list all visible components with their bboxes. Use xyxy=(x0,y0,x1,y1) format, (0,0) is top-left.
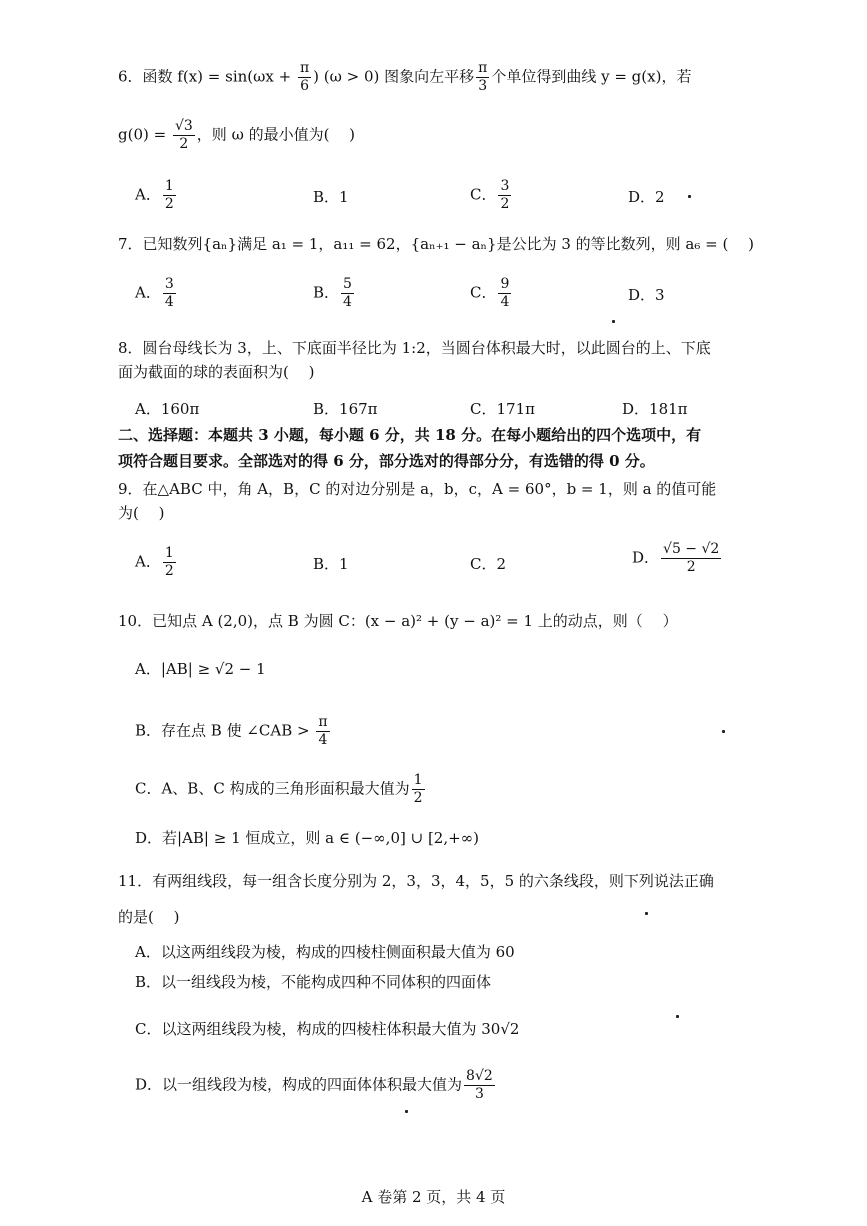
q6-option-a[interactable]: A． $\frac{1}{2}$ xyxy=(135,178,174,212)
scan-speck xyxy=(405,1110,408,1113)
q6-option-d[interactable]: D．2 xyxy=(628,188,665,206)
q7-option-b[interactable]: B． $\frac{5}{4}$ xyxy=(313,276,352,310)
q8-option-d[interactable]: D．181π xyxy=(622,400,688,418)
q8-stem-line1: 8．圆台母线长为 3，上、下底面半径比为 1:2，当圆台体积最大时，以此圆台的上、下底 xyxy=(118,339,711,357)
page-footer: A 卷第 2 页，共 4 页 xyxy=(361,1188,506,1206)
section2-header-line1: 二、选择题：本题共 3 小题，每小题 6 分，共 18 分。在每小题给出的四个选项中，有 xyxy=(118,426,702,444)
scan-speck xyxy=(676,1015,679,1018)
q10-option-c[interactable]: C．A、B、C 构成的三角形面积最大值为 $\frac{1}{2}$ xyxy=(135,772,423,806)
q9-stem-line1: 9．在△ABC 中，角 A，B，C 的对边分别是 a，b，c，A = 60°，b = 1，则 a 的值可能 xyxy=(118,480,717,498)
q8-option-b[interactable]: B．167π xyxy=(313,400,378,418)
scan-speck xyxy=(688,195,691,198)
q8-option-a[interactable]: A．160π xyxy=(135,400,200,418)
q11-stem-line1: 11．有两组线段，每一组含长度分别为 2，3，3，4，5，5 的六条线段，则下列说法正确 xyxy=(118,872,714,890)
q6-frac-pi-3: $\frac{\pi}{3}$ xyxy=(478,60,488,94)
q7-option-a[interactable]: A． $\frac{3}{4}$ xyxy=(135,276,174,310)
q6-option-c[interactable]: C． $\frac{3}{2}$ xyxy=(470,178,510,212)
section2-header-line2: 项符合题目要求。全部选对的得 6 分，部分选对的得部分分，有选错的得 0 分。 xyxy=(118,452,655,470)
q11-option-b[interactable]: B．以一组线段为棱，不能构成四种不同体积的四面体 xyxy=(135,973,492,991)
q10-option-d[interactable]: D．若|AB| ≥ 1 恒成立，则 a ∈ (−∞,0] ∪ [2,+∞) xyxy=(135,829,480,847)
q10-option-b[interactable]: B．存在点 B 使 ∠CAB > $\frac{\pi}{4}$ xyxy=(135,714,328,748)
q8-option-c[interactable]: C．171π xyxy=(470,400,535,418)
q11-option-a[interactable]: A．以这两组线段为棱，构成的四棱柱侧面积最大值为 60 xyxy=(135,943,515,961)
q11-option-c[interactable]: C．以这两组线段为棱，构成的四棱柱体积最大值为 30√2 xyxy=(135,1020,520,1038)
scan-speck xyxy=(722,730,725,733)
q9-option-c[interactable]: C．2 xyxy=(470,555,507,573)
scan-speck xyxy=(612,320,615,323)
q9-option-b[interactable]: B．1 xyxy=(313,555,349,573)
q9-stem-line2: 为( ) xyxy=(118,504,165,522)
q7-option-c[interactable]: C． $\frac{9}{4}$ xyxy=(470,276,510,310)
q11-stem-line2: 的是( ) xyxy=(118,908,180,926)
q9-option-d[interactable]: D． $\frac{√5 - √2}{2}$ xyxy=(632,541,720,575)
q7-option-d[interactable]: D．3 xyxy=(628,286,665,304)
q6-option-b[interactable]: B．1 xyxy=(313,188,349,206)
q6-frac-sqrt3-2: $\frac{√3}{2}$ xyxy=(174,118,193,152)
q7-stem: 7．已知数列{aₙ}满足 a₁ = 1，a₁₁ = 62，{aₙ₊₁ − aₙ}是公比为 3 的等比数列，则 a₆ = ( ) xyxy=(118,235,754,253)
q8-stem-line2: 面为截面的球的表面积为( ) xyxy=(118,363,315,381)
q10-option-a[interactable]: A．|AB| ≥ √2 − 1 xyxy=(135,660,266,678)
q6-frac-pi-6: $\frac{\pi}{6}$ xyxy=(299,60,310,94)
q6-condition: g(0) = $\frac{√3}{2}$ ，则 ω 的最小值为( ) xyxy=(118,118,356,152)
q9-option-a[interactable]: A． $\frac{1}{2}$ xyxy=(135,545,174,579)
scan-speck xyxy=(645,912,648,915)
q10-stem: 10．已知点 A (2,0)，点 B 为圆 C：(x − a)² + (y − a)² = 1 上的动点，则（ ） xyxy=(118,612,678,630)
q11-option-d[interactable]: D．以一组线段为棱，构成的四面体体积最大值为 $\frac{8√2}{3}$ xyxy=(135,1068,493,1102)
q6-stem: 6．函数 f(x) = sin(ωx + $\frac{\pi}{6}$ ) (ω > 0) 图象向左平移 $\frac{\pi}{3}$ 个单位得到曲线 y = g(x)，若 xyxy=(118,60,692,94)
